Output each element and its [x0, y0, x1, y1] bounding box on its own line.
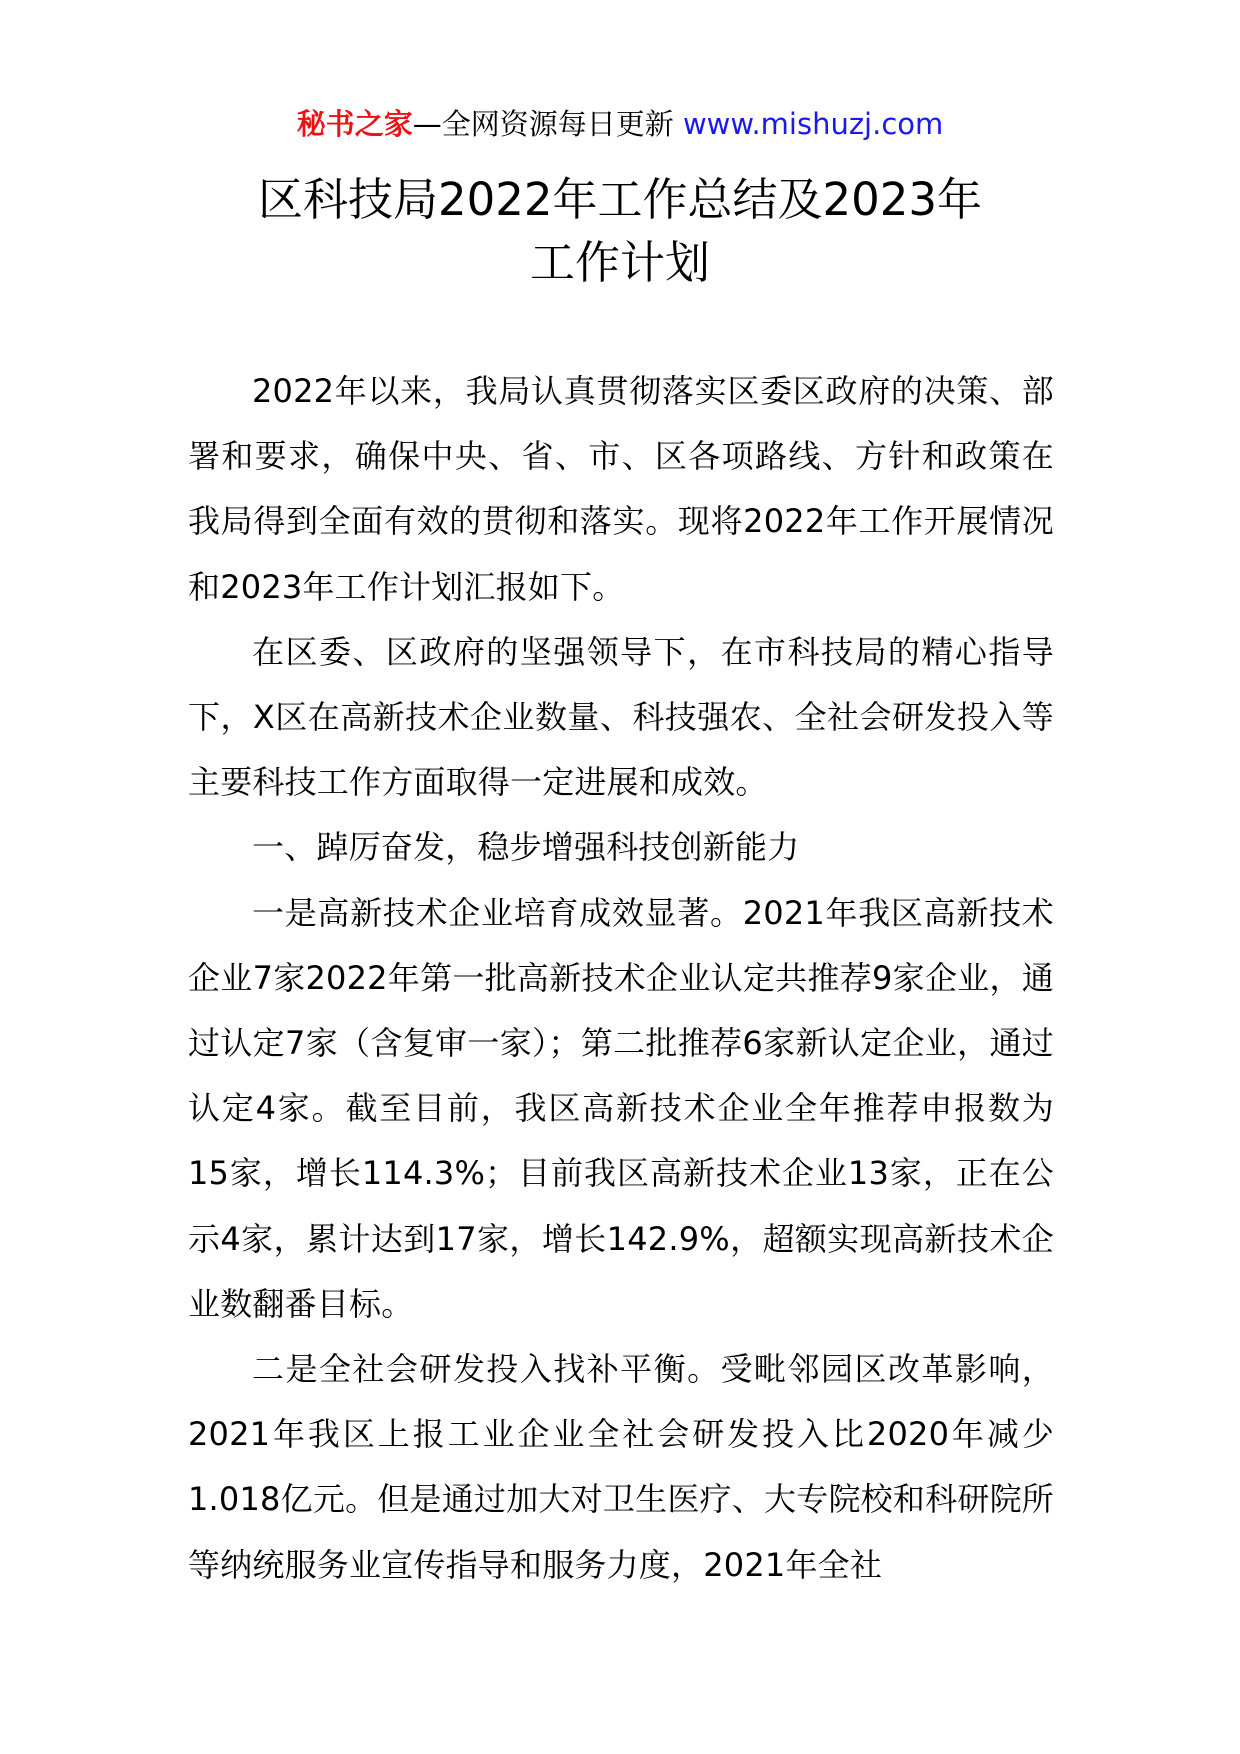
title-line-1: 区科技局2022年工作总结及2023年 — [257, 173, 983, 226]
title-line-2: 工作计划 — [529, 236, 710, 289]
section-heading-1: 一、踔厉奋发，稳步增强科技创新能力 — [252, 828, 800, 867]
paragraph-intro: 2022年以来，我局认真贯彻落实区委区政府的决策、部署和要求，确保中央、省、市、区各项路线、方针和政策在我局得到全面有效的贯彻和落实。现将2022年工作开展情况和2023年工作计划汇报如下。 — [188, 372, 1054, 606]
paragraph-high-tech-enterprises: 一是高新技术企业培育成效显著。2021年我区高新技术企业7家2022年第一批高新技术企业认定共推荐9家企业，通过认定7家（含复审一家）；第二批推荐6家新认定企业，通过认定4家。截至目前，我区高新技术企业全年推荐申报数为15家，增长114.3%；目前我区高新技术企业13家，正在公示4家，累计达到17家，增长142.9%，超额实现高新技术企业数翻番目标。 — [188, 893, 1054, 1323]
paragraph-overview: 在区委、区政府的坚强领导下，在市科技局的精心指导下，X区在高新技术企业数量、科技强农、全社会研发投入等主要科技工作方面取得一定进展和成效。 — [188, 632, 1054, 802]
site-url-link[interactable]: www.mishuzj.com — [682, 107, 944, 141]
header-slogan: —全网资源每日更新 — [412, 107, 683, 141]
document-body — [188, 359, 1054, 1598]
brand-name: 秘书之家 — [296, 107, 413, 141]
site-header — [0, 104, 1240, 144]
paragraph-rd-investment: 二是全社会研发投入找补平衡。受毗邻园区改革影响，2021年我区上报工业企业全社会研发投入比2020年减少1.018亿元。但是通过加大对卫生医疗、大专院校和科研院所等纳统服务业宣传指导和服务力度，2021年全社 — [188, 1350, 1054, 1584]
document-title — [0, 168, 1240, 294]
